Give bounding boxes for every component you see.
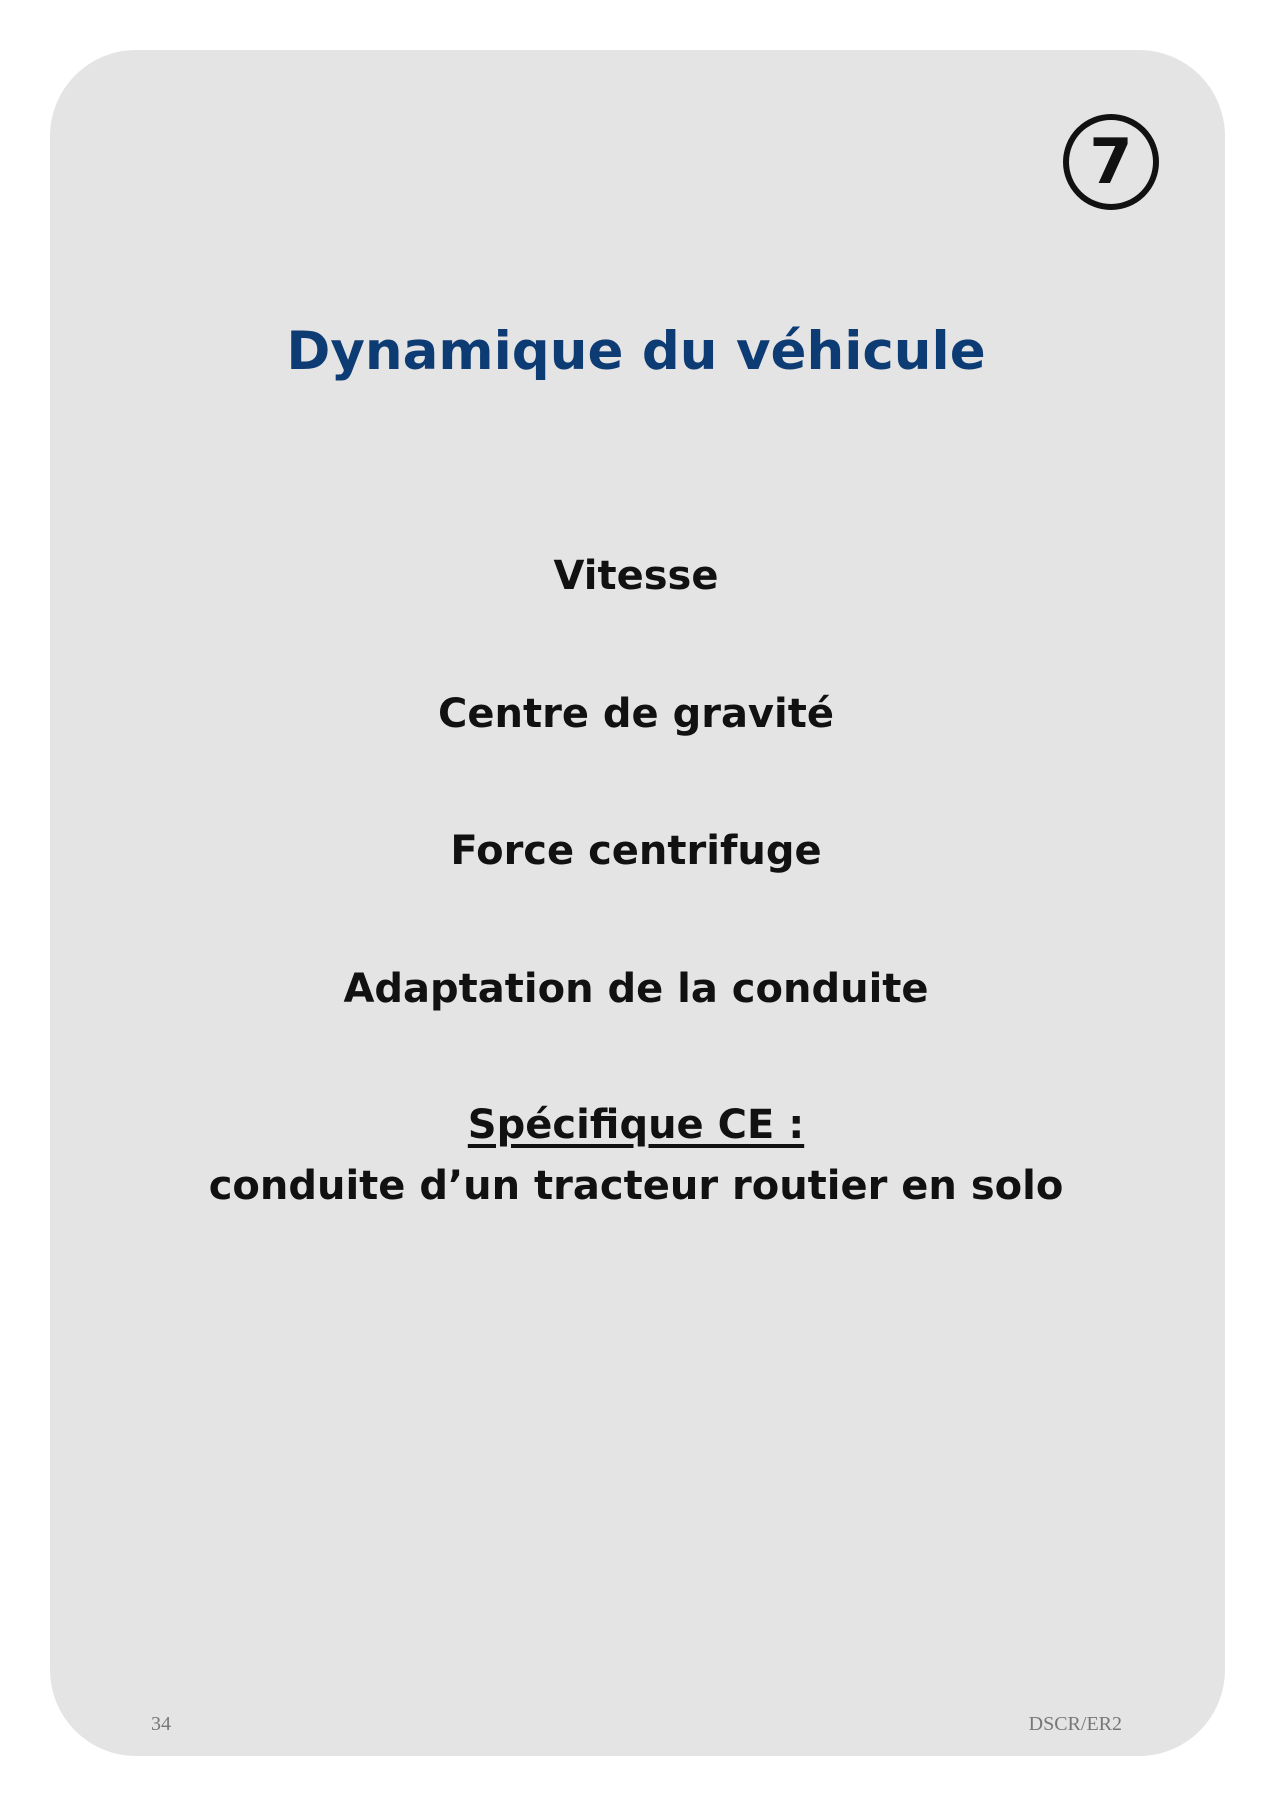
- document-reference: DSCR/ER2: [1028, 1713, 1122, 1735]
- topic-item-center-of-gravity: Centre de gravité: [438, 691, 834, 737]
- content-card: [50, 50, 1225, 1756]
- page-number: 34: [151, 1713, 171, 1735]
- topic-item-driving-adaptation: Adaptation de la conduite: [343, 966, 929, 1012]
- page-title: Dynamique du véhicule: [286, 321, 986, 382]
- sheet-number-badge: 7: [1063, 114, 1159, 210]
- specific-section-heading: [0, 1101, 1272, 1149]
- specific-heading-text: Spécifique CE :: [467, 1102, 805, 1148]
- topic-item-centrifugal-force: Force centrifuge: [450, 828, 822, 874]
- specific-section-text: conduite d’un tracteur routier en solo: [208, 1163, 1064, 1209]
- topic-item-speed: Vitesse: [553, 553, 719, 599]
